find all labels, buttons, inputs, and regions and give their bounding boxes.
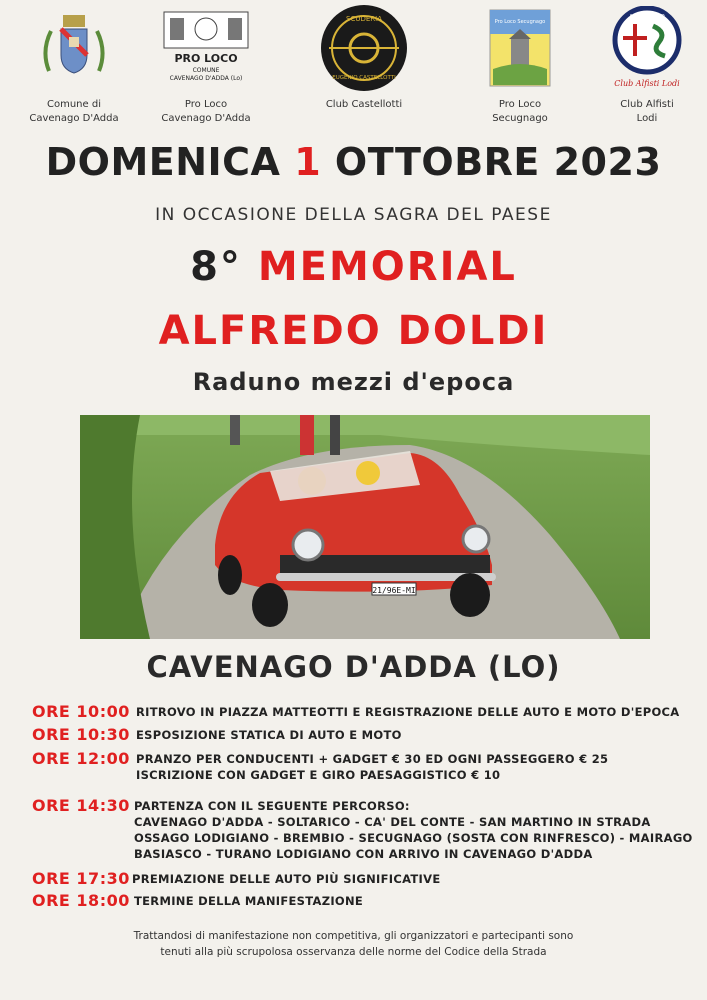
schedule-description: ISCRIZIONE CON GADGET E GIRO PAESAGGISTICO € 10 xyxy=(136,768,501,782)
alfa-romeo-badge-icon xyxy=(597,6,697,90)
logo-caption-line: Secugnago xyxy=(492,113,548,124)
emblem-text: CAVENAGO D'ADDA (Lo) xyxy=(169,75,243,82)
schedule-description: CAVENAGO D'ADDA - SOLTARICO - CA' DEL CONTE - SAN MARTINO IN STRADA xyxy=(134,815,651,829)
disclaimer-footer xyxy=(0,928,707,960)
logo-caption-line: Club Castellotti xyxy=(325,99,403,110)
schedule-time: ORE 17:30 xyxy=(32,869,130,888)
logo-pro-loco-secugnago xyxy=(460,8,580,126)
red-convertible-car-image xyxy=(80,415,650,639)
emblem-text: Club Alfisti Lodi xyxy=(614,79,680,88)
schedule-time: ORE 18:00 xyxy=(32,891,130,910)
logo-caption-line: Pro Loco xyxy=(184,99,228,110)
vintage-car-photo xyxy=(80,415,650,639)
schedule-description: PARTENZA CON IL SEGUENTE PERCORSO: xyxy=(134,799,410,813)
sponsor-logos xyxy=(0,8,707,138)
emblem-text: SCUDERIA xyxy=(346,15,382,23)
event-location: CAVENAGO D'ADDA (LO) xyxy=(146,650,561,684)
schedule-description: BASIASCO - TURANO LODIGIANO CON ARRIVO IN CAVENAGO D'ADDA xyxy=(134,847,593,861)
schedule-time: ORE 12:00 xyxy=(32,749,130,768)
logo-comune xyxy=(14,8,134,126)
logo-caption-line: Comune di xyxy=(47,99,101,110)
logo-caption-line: Cavenago D'Adda xyxy=(29,113,119,124)
date-prefix: DOMENICA xyxy=(45,140,295,184)
memorial-number: 8° xyxy=(190,244,242,290)
schedule-time: ORE 14:30 xyxy=(32,796,130,815)
date-day: 1 xyxy=(294,140,322,184)
logo-caption-line: Cavenago D'Adda xyxy=(161,113,251,124)
emblem-text: COMUNE xyxy=(192,67,220,74)
emblem-text: EUGENIO CASTELLOTTI xyxy=(332,75,396,81)
schedule-description: PRANZO PER CONDUCENTI + GADGET € 30 ED OGNI PASSEGGERO € 25 xyxy=(136,752,609,766)
memorial-heading xyxy=(0,244,707,290)
pro-loco-secugnago-badge-icon xyxy=(489,9,551,87)
logo-caption-line: Lodi xyxy=(636,113,658,124)
logo-caption-line: Club Alfisti xyxy=(620,99,674,110)
schedule-description: OSSAGO LODIGIANO - BREMBIO - SECUGNAGO (SOSTA CON RINFRESCO) - MAIRAGO xyxy=(134,831,693,845)
schedule-description: RITROVO IN PIAZZA MATTEOTTI E REGISTRAZIONE DELLE AUTO E MOTO D'EPOCA xyxy=(136,705,680,719)
logo-club-alfisti xyxy=(587,8,707,126)
schedule-time: ORE 10:30 xyxy=(32,725,130,744)
schedule-description: ESPOSIZIONE STATICA DI AUTO E MOTO xyxy=(136,728,402,742)
scuderia-badge-icon xyxy=(319,3,409,93)
date-suffix: OTTOBRE 2023 xyxy=(321,140,662,184)
emblem-text: Pro Loco Secugnago xyxy=(494,19,546,25)
logo-caption-line: Pro Loco xyxy=(498,99,542,110)
event-subtitle: Raduno mezzi d'epoca xyxy=(192,368,515,396)
emblem-text: ALFA ROMEO xyxy=(629,14,665,20)
schedule-time: ORE 10:00 xyxy=(32,702,130,721)
occasion-line: IN OCCASIONE DELLA SAGRA DEL PAESE xyxy=(155,205,552,225)
memorial-label: MEMORIAL xyxy=(257,244,517,290)
disclaimer-line: Trattandosi di manifestazione non competitiva, gli organizzatori e partecipanti sono xyxy=(133,930,574,942)
license-plate: 21/96E-MI xyxy=(372,586,416,595)
municipal-crest-icon xyxy=(39,11,109,85)
event-date xyxy=(0,140,707,184)
logo-pro-loco-cavenago xyxy=(144,8,268,126)
schedule-description: TERMINE DELLA MANIFESTAZIONE xyxy=(134,894,364,908)
emblem-text: PRO LOCO xyxy=(174,52,238,65)
pro-loco-emblem-icon xyxy=(146,10,266,86)
logo-club-castellotti xyxy=(304,8,424,112)
schedule-description: PREMIAZIONE DELLE AUTO PIÙ SIGNIFICATIVE xyxy=(132,872,441,886)
disclaimer-line: tenuti alla più scrupolosa osservanza delle norme del Codice della Strada xyxy=(160,946,547,958)
honoree-name: ALFREDO DOLDI xyxy=(158,308,549,354)
